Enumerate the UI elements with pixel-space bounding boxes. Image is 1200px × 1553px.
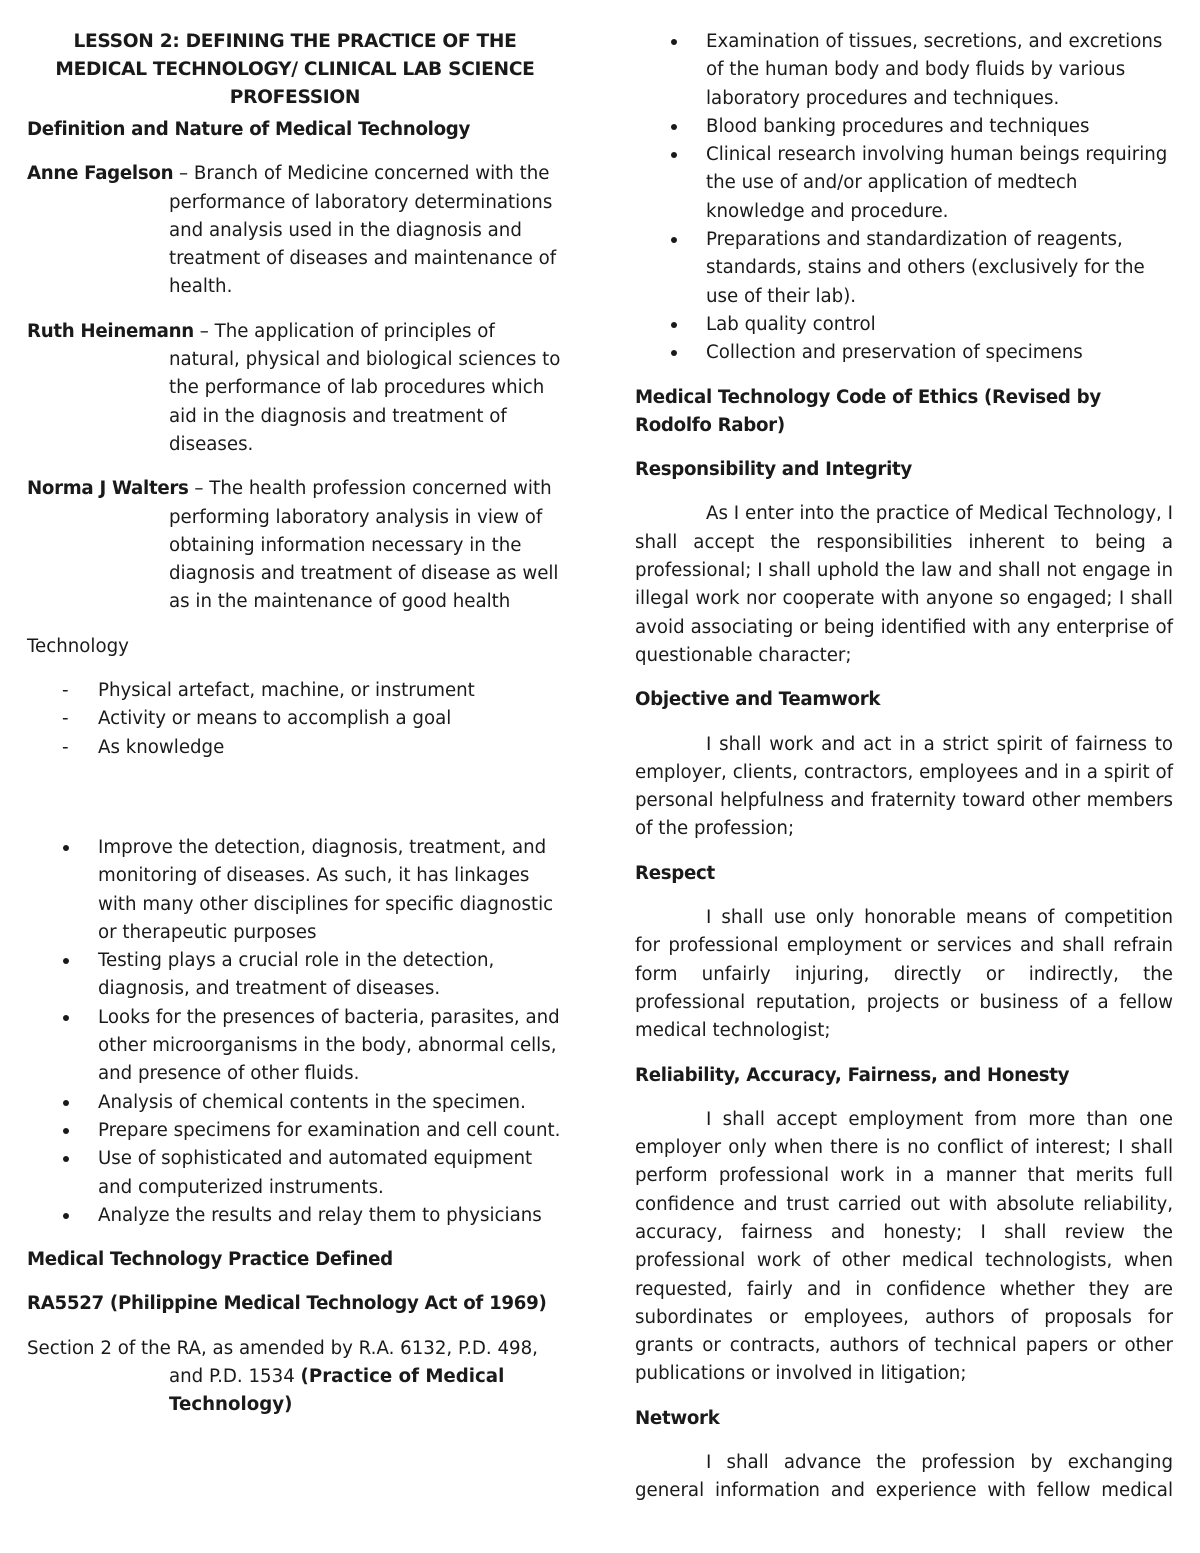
ethics-heading: Medical Technology Code of Ethics (Revised by Rodolfo Rabor) (635, 386, 1101, 436)
list-item: Use of sophisticated and automated equipment and computerized instruments. (27, 1145, 563, 1202)
list-item: - As knowledge (27, 734, 563, 762)
list-item: Analysis of chemical contents in the specimen. (27, 1089, 563, 1117)
section-heading: Reliability, Accuracy, Fairness, and Honesty (635, 1064, 1070, 1086)
technology-label: Technology (27, 635, 129, 657)
list-item: Blood banking procedures and techniques (635, 113, 1173, 141)
list-item: - Physical artefact, machine, or instrument (27, 677, 563, 705)
list-item: Prepare specimens for examination and cell count. (27, 1117, 563, 1145)
medtech-bullet-list (27, 834, 563, 1230)
author-name: Norma J Walters (27, 478, 189, 500)
definition-walters (27, 475, 563, 616)
practice-heading: Medical Technology Practice Defined (27, 1249, 393, 1271)
lesson-title: LESSON 2: DEFINING THE PRACTICE OF THE MEDICAL TECHNOLOGY/ CLINICAL LAB SCIENCE PROFESSION (55, 31, 535, 108)
technology-list (27, 677, 563, 762)
section-paragraph (635, 1106, 1173, 1389)
definition-text: – Branch of Medicine concerned with the performance of laboratory determinations and analysis used in the diagnosis and treatment of diseases and maintenance of health. (169, 163, 557, 298)
section-paragraph (635, 1449, 1173, 1506)
definition-fagelson (27, 160, 563, 301)
list-item: Analyze the results and relay them to physicians (27, 1202, 563, 1230)
definition-text: – The application of principles of natural, physical and biological sciences to the performance of lab procedures which aid in the diagnosis and treatment of diseases. (169, 320, 561, 455)
paragraph-text: I shall use only honorable means of competition for professional employment or services and shall refrain form unfairly injuring, directly or indirectly, the professional reputation, projects or business of a fellow medical technologist; (635, 907, 1173, 1042)
ra-heading: RA5527 (Philippine Medical Technology Act of 1969) (27, 1293, 547, 1315)
paragraph-text: I shall accept employment from more than one employer only when there is no conflict of interest; I shall perform professional work in a manner that merits full confidence and trust carried out with absolute reliability, accuracy, fairness and honesty; I shall review the professional work of other medical technologists, when requested, fairly and in confidence whether they are subordinates or employees, authors of proposals for grants or contracts, authors of technical papers or other publications or involved in litigation; (635, 1108, 1173, 1385)
list-item: Lab quality control (635, 311, 1173, 339)
list-item: Preparations and standardization of reagents, standards, stains and others (exclusively for the use of their lab). (635, 226, 1173, 311)
section-heading: Responsibility and Integrity (635, 459, 912, 481)
list-item: Collection and preservation of specimens (635, 339, 1173, 367)
list-item: - Activity or means to accomplish a goal (27, 705, 563, 733)
definition-text: – The health profession concerned with performing laboratory analysis in view of obtaining information necessary in the diagnosis and treatment of disease as well as in the maintenance of good health (169, 478, 559, 613)
section-heading: Network (635, 1407, 720, 1429)
paragraph-text: I shall work and act in a strict spirit of fairness to employer, clients, contractors, employees and in a spirit of personal helpfulness and fraternity toward other members of the profession; (635, 733, 1173, 840)
section-reference (27, 1335, 563, 1420)
list-item: Examination of tissues, secretions, and excretions of the human body and body fluids by various laboratory procedures and techniques. (635, 28, 1173, 113)
paragraph-text: I shall advance the profession by exchanging general information and experience with fellow medical (635, 1452, 1173, 1502)
author-name: Ruth Heinemann (27, 320, 194, 342)
section-paragraph (635, 731, 1173, 844)
list-item: Clinical research involving human beings requiring the use of and/or application of medtech knowledge and procedure. (635, 141, 1173, 226)
section-heading: Respect (635, 862, 715, 884)
section-text: Section 2 of the RA, as amended by R.A. 6132, P.D. 498, and P.D. 1534 (27, 1337, 538, 1387)
right-column (635, 28, 1173, 1522)
section-paragraph (635, 904, 1173, 1045)
list-item: Improve the detection, diagnosis, treatment, and monitoring of diseases. As such, it has linkages with many other disciplines for specific diagnostic or therapeutic purposes (27, 834, 563, 947)
list-item: Looks for the presences of bacteria, parasites, and other microorganisms in the body, abnormal cells, and presence of other fluids. (27, 1004, 563, 1089)
section-bold: (Practice of Medical Technology) (169, 1365, 505, 1416)
author-name: Anne Fagelson (27, 163, 174, 185)
spacer (27, 762, 563, 834)
left-column (27, 28, 563, 1420)
section-heading: Objective and Teamwork (635, 689, 881, 711)
paragraph-text: As I enter into the practice of Medical Technology, I shall accept the responsibilities inherent to being a professional; I shall uphold the law and shall not engage in illegal work nor cooperate with anyone so engaged; I shall avoid associating or being identified with any enterprise of questionable character; (635, 503, 1173, 666)
list-item: Testing plays a crucial role in the detection, diagnosis, and treatment of diseases. (27, 947, 563, 1004)
definition-heading: Definition and Nature of Medical Technology (27, 119, 471, 140)
section-paragraph (635, 500, 1173, 670)
practice-bullet-list (635, 28, 1173, 368)
definition-heinemann (27, 318, 563, 459)
